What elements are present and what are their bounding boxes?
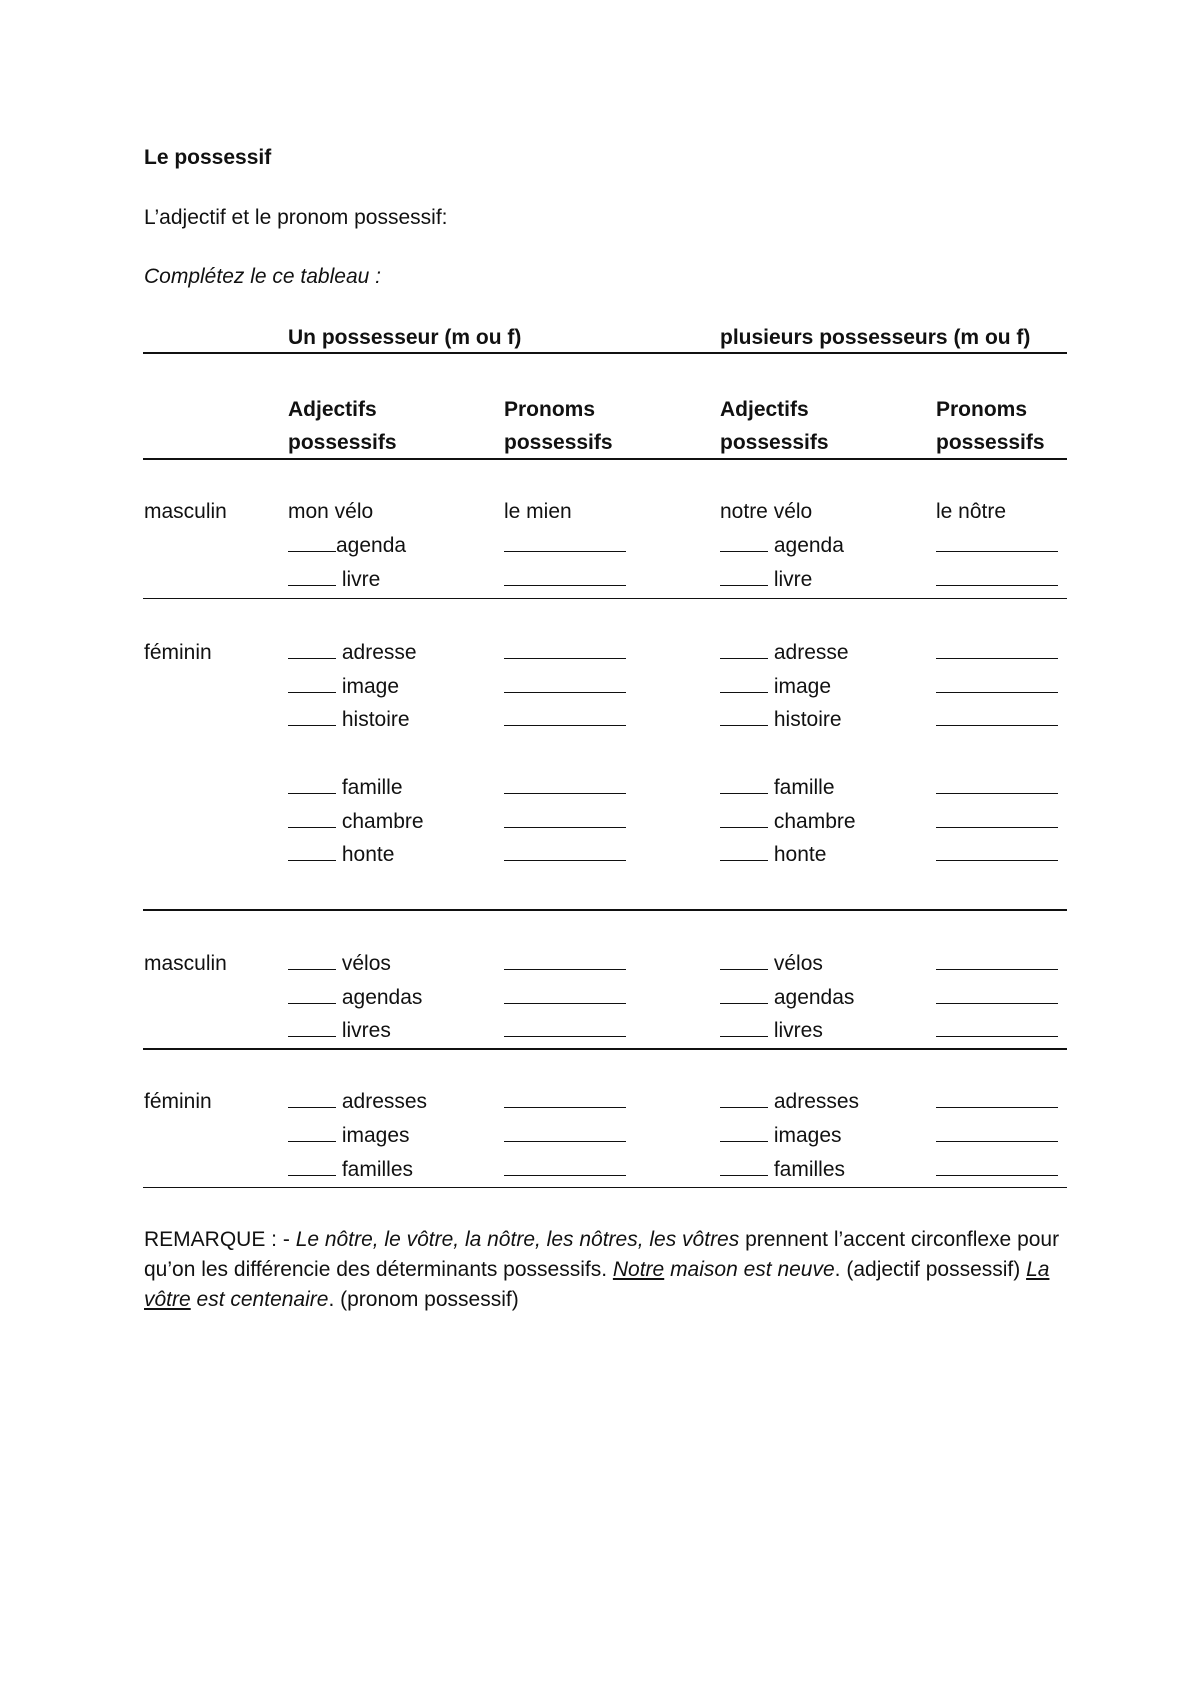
table-rule bbox=[143, 598, 1067, 599]
answer-blank[interactable] bbox=[936, 1091, 1058, 1108]
noun-label: livres bbox=[773, 1019, 823, 1042]
fill-in-cell bbox=[936, 670, 1058, 704]
fill-in-cell bbox=[504, 947, 626, 981]
fill-in-cell bbox=[936, 1153, 1058, 1187]
table-rule bbox=[143, 458, 1067, 460]
subheader-line: Pronoms bbox=[936, 398, 1028, 421]
noun-label: adresses bbox=[341, 1090, 428, 1113]
answer-blank[interactable] bbox=[504, 953, 626, 970]
noun-label: chambre bbox=[773, 810, 856, 833]
answer-blank[interactable] bbox=[720, 1091, 768, 1108]
answer-blank[interactable] bbox=[504, 1159, 626, 1176]
answer-blank[interactable] bbox=[936, 811, 1058, 828]
subheader-line: possessifs bbox=[504, 431, 613, 454]
answer-blank[interactable] bbox=[288, 953, 336, 970]
noun-label: familles bbox=[773, 1158, 846, 1181]
table-rule bbox=[143, 909, 1067, 911]
noun-label: agendas bbox=[341, 986, 423, 1009]
fill-in-cell bbox=[504, 838, 626, 872]
fill-in-cell bbox=[504, 981, 626, 1015]
fill-in-row bbox=[288, 563, 380, 597]
answer-blank[interactable] bbox=[936, 777, 1058, 794]
subheader-line: Adjectifs bbox=[720, 398, 809, 421]
fill-in-row bbox=[720, 563, 812, 597]
answer-blank[interactable] bbox=[504, 1091, 626, 1108]
fill-in-cell bbox=[936, 1119, 1058, 1153]
remark-italic: Le nôtre, le vôtre, la nôtre, les nôtres, les vôtres bbox=[295, 1228, 740, 1251]
answer-blank[interactable] bbox=[504, 676, 626, 693]
row-label-feminin: féminin bbox=[144, 641, 212, 664]
answer-blank[interactable] bbox=[504, 709, 626, 726]
table-rule bbox=[143, 1187, 1067, 1188]
answer-blank[interactable] bbox=[504, 1020, 626, 1037]
noun-label: adresses bbox=[773, 1090, 860, 1113]
answer-blank[interactable] bbox=[936, 1125, 1058, 1142]
fill-in-cell bbox=[936, 771, 1058, 805]
answer-blank[interactable] bbox=[720, 535, 768, 552]
answer-blank[interactable] bbox=[720, 811, 768, 828]
noun-label: honte bbox=[341, 843, 395, 866]
answer-blank[interactable] bbox=[720, 987, 768, 1004]
answer-blank[interactable] bbox=[720, 953, 768, 970]
answer-blank[interactable] bbox=[720, 569, 768, 586]
answer-blank[interactable] bbox=[288, 535, 336, 552]
fill-in-cell bbox=[936, 1014, 1058, 1048]
table-rule bbox=[143, 352, 1067, 354]
noun-label: chambre bbox=[341, 810, 424, 833]
subheader-line: possessifs bbox=[936, 431, 1045, 454]
answer-blank[interactable] bbox=[936, 844, 1058, 861]
answer-blank[interactable] bbox=[504, 642, 626, 659]
noun-label: vélos bbox=[773, 952, 823, 975]
fill-in-cell bbox=[504, 771, 626, 805]
noun-label: agenda bbox=[773, 534, 844, 557]
answer-blank[interactable] bbox=[720, 642, 768, 659]
fill-in-cell bbox=[936, 563, 1058, 597]
answer-blank[interactable] bbox=[720, 844, 768, 861]
exercise-instruction: Complétez le ce tableau : bbox=[144, 265, 381, 288]
noun-label: agenda bbox=[336, 534, 407, 557]
answer-blank[interactable] bbox=[936, 676, 1058, 693]
fill-in-row bbox=[288, 1014, 391, 1048]
row-label-masculin: masculin bbox=[144, 500, 227, 523]
answer-blank[interactable] bbox=[936, 1159, 1058, 1176]
fill-in-cell bbox=[504, 805, 626, 839]
fill-in-cell bbox=[504, 1119, 626, 1153]
fill-in-cell bbox=[936, 1085, 1058, 1119]
subheader-line: Pronoms bbox=[504, 398, 596, 421]
answer-blank[interactable] bbox=[504, 844, 626, 861]
answer-blank[interactable] bbox=[936, 1020, 1058, 1037]
noun-label: images bbox=[341, 1124, 410, 1147]
answer-blank[interactable] bbox=[288, 844, 336, 861]
fill-in-row bbox=[720, 1153, 845, 1187]
subheader-line: Adjectifs bbox=[288, 398, 377, 421]
answer-blank[interactable] bbox=[936, 953, 1058, 970]
subheader-adjectifs-2 bbox=[720, 393, 829, 459]
answer-blank[interactable] bbox=[936, 642, 1058, 659]
answer-blank[interactable] bbox=[504, 535, 626, 552]
noun-label: livres bbox=[341, 1019, 391, 1042]
fill-in-cell bbox=[504, 1014, 626, 1048]
fill-in-cell bbox=[936, 636, 1058, 670]
table-rule bbox=[143, 1048, 1067, 1050]
remark-italic: maison est neuve bbox=[664, 1258, 835, 1281]
answer-blank[interactable] bbox=[288, 1020, 336, 1037]
subheader-adjectifs-1 bbox=[288, 393, 397, 459]
answer-blank[interactable] bbox=[288, 1159, 336, 1176]
table-cell: le nôtre bbox=[936, 500, 1007, 523]
remark-text: prennent l’accent circonflexe pour qu’on les différencie des déterminants possessifs. bbox=[144, 1228, 1060, 1281]
answer-blank[interactable] bbox=[936, 535, 1058, 552]
remark-example-underlined: La vôtre bbox=[144, 1258, 1050, 1311]
answer-blank[interactable] bbox=[288, 569, 336, 586]
fill-in-row bbox=[720, 670, 831, 704]
fill-in-cell bbox=[504, 1085, 626, 1119]
answer-blank[interactable] bbox=[288, 1125, 336, 1142]
noun-label: honte bbox=[773, 843, 827, 866]
fill-in-row bbox=[720, 703, 842, 737]
answer-blank[interactable] bbox=[720, 1020, 768, 1037]
fill-in-row bbox=[288, 1153, 413, 1187]
remark-text: . (adjectif possessif) bbox=[834, 1258, 1027, 1281]
remark-italic: est centenaire bbox=[190, 1288, 329, 1311]
fill-in-row bbox=[288, 805, 424, 839]
fill-in-cell bbox=[504, 1153, 626, 1187]
fill-in-cell bbox=[504, 529, 626, 563]
fill-in-row bbox=[288, 947, 391, 981]
fill-in-row bbox=[288, 1085, 427, 1119]
subheader-pronoms-2 bbox=[936, 393, 1045, 459]
noun-label: adresse bbox=[773, 641, 849, 664]
noun-label: adresse bbox=[341, 641, 417, 664]
subheader-pronoms-1 bbox=[504, 393, 613, 459]
noun-label: image bbox=[773, 675, 832, 698]
section-heading: L’adjectif et le pronom possessif: bbox=[144, 206, 448, 229]
fill-in-row bbox=[288, 838, 394, 872]
remark-example-underlined: Notre bbox=[612, 1258, 665, 1281]
answer-blank[interactable] bbox=[936, 987, 1058, 1004]
fill-in-cell bbox=[936, 703, 1058, 737]
remark-paragraph bbox=[144, 1225, 1084, 1315]
answer-blank[interactable] bbox=[936, 569, 1058, 586]
noun-label: familles bbox=[341, 1158, 414, 1181]
noun-label: famille bbox=[773, 776, 835, 799]
noun-label: image bbox=[341, 675, 400, 698]
fill-in-row bbox=[720, 529, 844, 563]
answer-blank[interactable] bbox=[504, 987, 626, 1004]
fill-in-row bbox=[720, 1014, 823, 1048]
subheader-line: possessifs bbox=[288, 431, 397, 454]
answer-blank[interactable] bbox=[504, 777, 626, 794]
row-label-feminin: féminin bbox=[144, 1090, 212, 1113]
page-title: Le possessif bbox=[144, 146, 272, 169]
fill-in-row bbox=[288, 636, 417, 670]
fill-in-cell bbox=[504, 636, 626, 670]
answer-blank[interactable] bbox=[288, 1091, 336, 1108]
remark-text: . (pronom possessif) bbox=[328, 1288, 519, 1311]
fill-in-row bbox=[720, 636, 849, 670]
answer-blank[interactable] bbox=[720, 1159, 768, 1176]
table-cell: mon vélo bbox=[288, 500, 374, 523]
noun-label: vélos bbox=[341, 952, 391, 975]
answer-blank[interactable] bbox=[720, 709, 768, 726]
answer-blank[interactable] bbox=[504, 569, 626, 586]
fill-in-row bbox=[720, 981, 854, 1015]
answer-blank[interactable] bbox=[936, 709, 1058, 726]
fill-in-row bbox=[720, 1085, 859, 1119]
answer-blank[interactable] bbox=[288, 709, 336, 726]
answer-blank[interactable] bbox=[288, 777, 336, 794]
noun-label: famille bbox=[341, 776, 403, 799]
remark-label: REMARQUE : bbox=[144, 1228, 283, 1251]
answer-blank[interactable] bbox=[288, 642, 336, 659]
subheader-line: possessifs bbox=[720, 431, 829, 454]
fill-in-cell bbox=[936, 981, 1058, 1015]
answer-blank[interactable] bbox=[504, 1125, 626, 1142]
table-cell: le mien bbox=[504, 500, 572, 523]
noun-label: livre bbox=[773, 568, 813, 591]
fill-in-cell bbox=[936, 838, 1058, 872]
fill-in-row bbox=[720, 838, 826, 872]
noun-label: images bbox=[773, 1124, 842, 1147]
fill-in-cell bbox=[936, 805, 1058, 839]
answer-blank[interactable] bbox=[720, 1125, 768, 1142]
noun-label: histoire bbox=[773, 708, 842, 731]
noun-label: livre bbox=[341, 568, 381, 591]
fill-in-row bbox=[288, 703, 410, 737]
answer-blank[interactable] bbox=[288, 676, 336, 693]
answer-blank[interactable] bbox=[288, 811, 336, 828]
noun-label: histoire bbox=[341, 708, 410, 731]
fill-in-cell bbox=[504, 563, 626, 597]
fill-in-row bbox=[288, 670, 399, 704]
header-several-possessors: plusieurs possesseurs (m ou f) bbox=[720, 326, 1031, 349]
fill-in-cell bbox=[504, 670, 626, 704]
remark-dash: - bbox=[282, 1228, 296, 1251]
answer-blank[interactable] bbox=[504, 811, 626, 828]
fill-in-row bbox=[720, 805, 856, 839]
fill-in-row bbox=[288, 771, 403, 805]
row-label-masculin: masculin bbox=[144, 952, 227, 975]
answer-blank[interactable] bbox=[720, 777, 768, 794]
answer-blank[interactable] bbox=[288, 987, 336, 1004]
fill-in-row bbox=[288, 1119, 410, 1153]
header-one-possessor: Un possesseur (m ou f) bbox=[288, 326, 522, 349]
answer-blank[interactable] bbox=[720, 676, 768, 693]
fill-in-row bbox=[720, 1119, 842, 1153]
fill-in-cell bbox=[936, 529, 1058, 563]
fill-in-row bbox=[720, 947, 823, 981]
noun-label: agendas bbox=[773, 986, 855, 1009]
fill-in-cell bbox=[936, 947, 1058, 981]
table-cell: notre vélo bbox=[720, 500, 813, 523]
fill-in-cell bbox=[504, 703, 626, 737]
fill-in-row bbox=[288, 529, 406, 563]
fill-in-row bbox=[288, 981, 422, 1015]
fill-in-row bbox=[720, 771, 835, 805]
